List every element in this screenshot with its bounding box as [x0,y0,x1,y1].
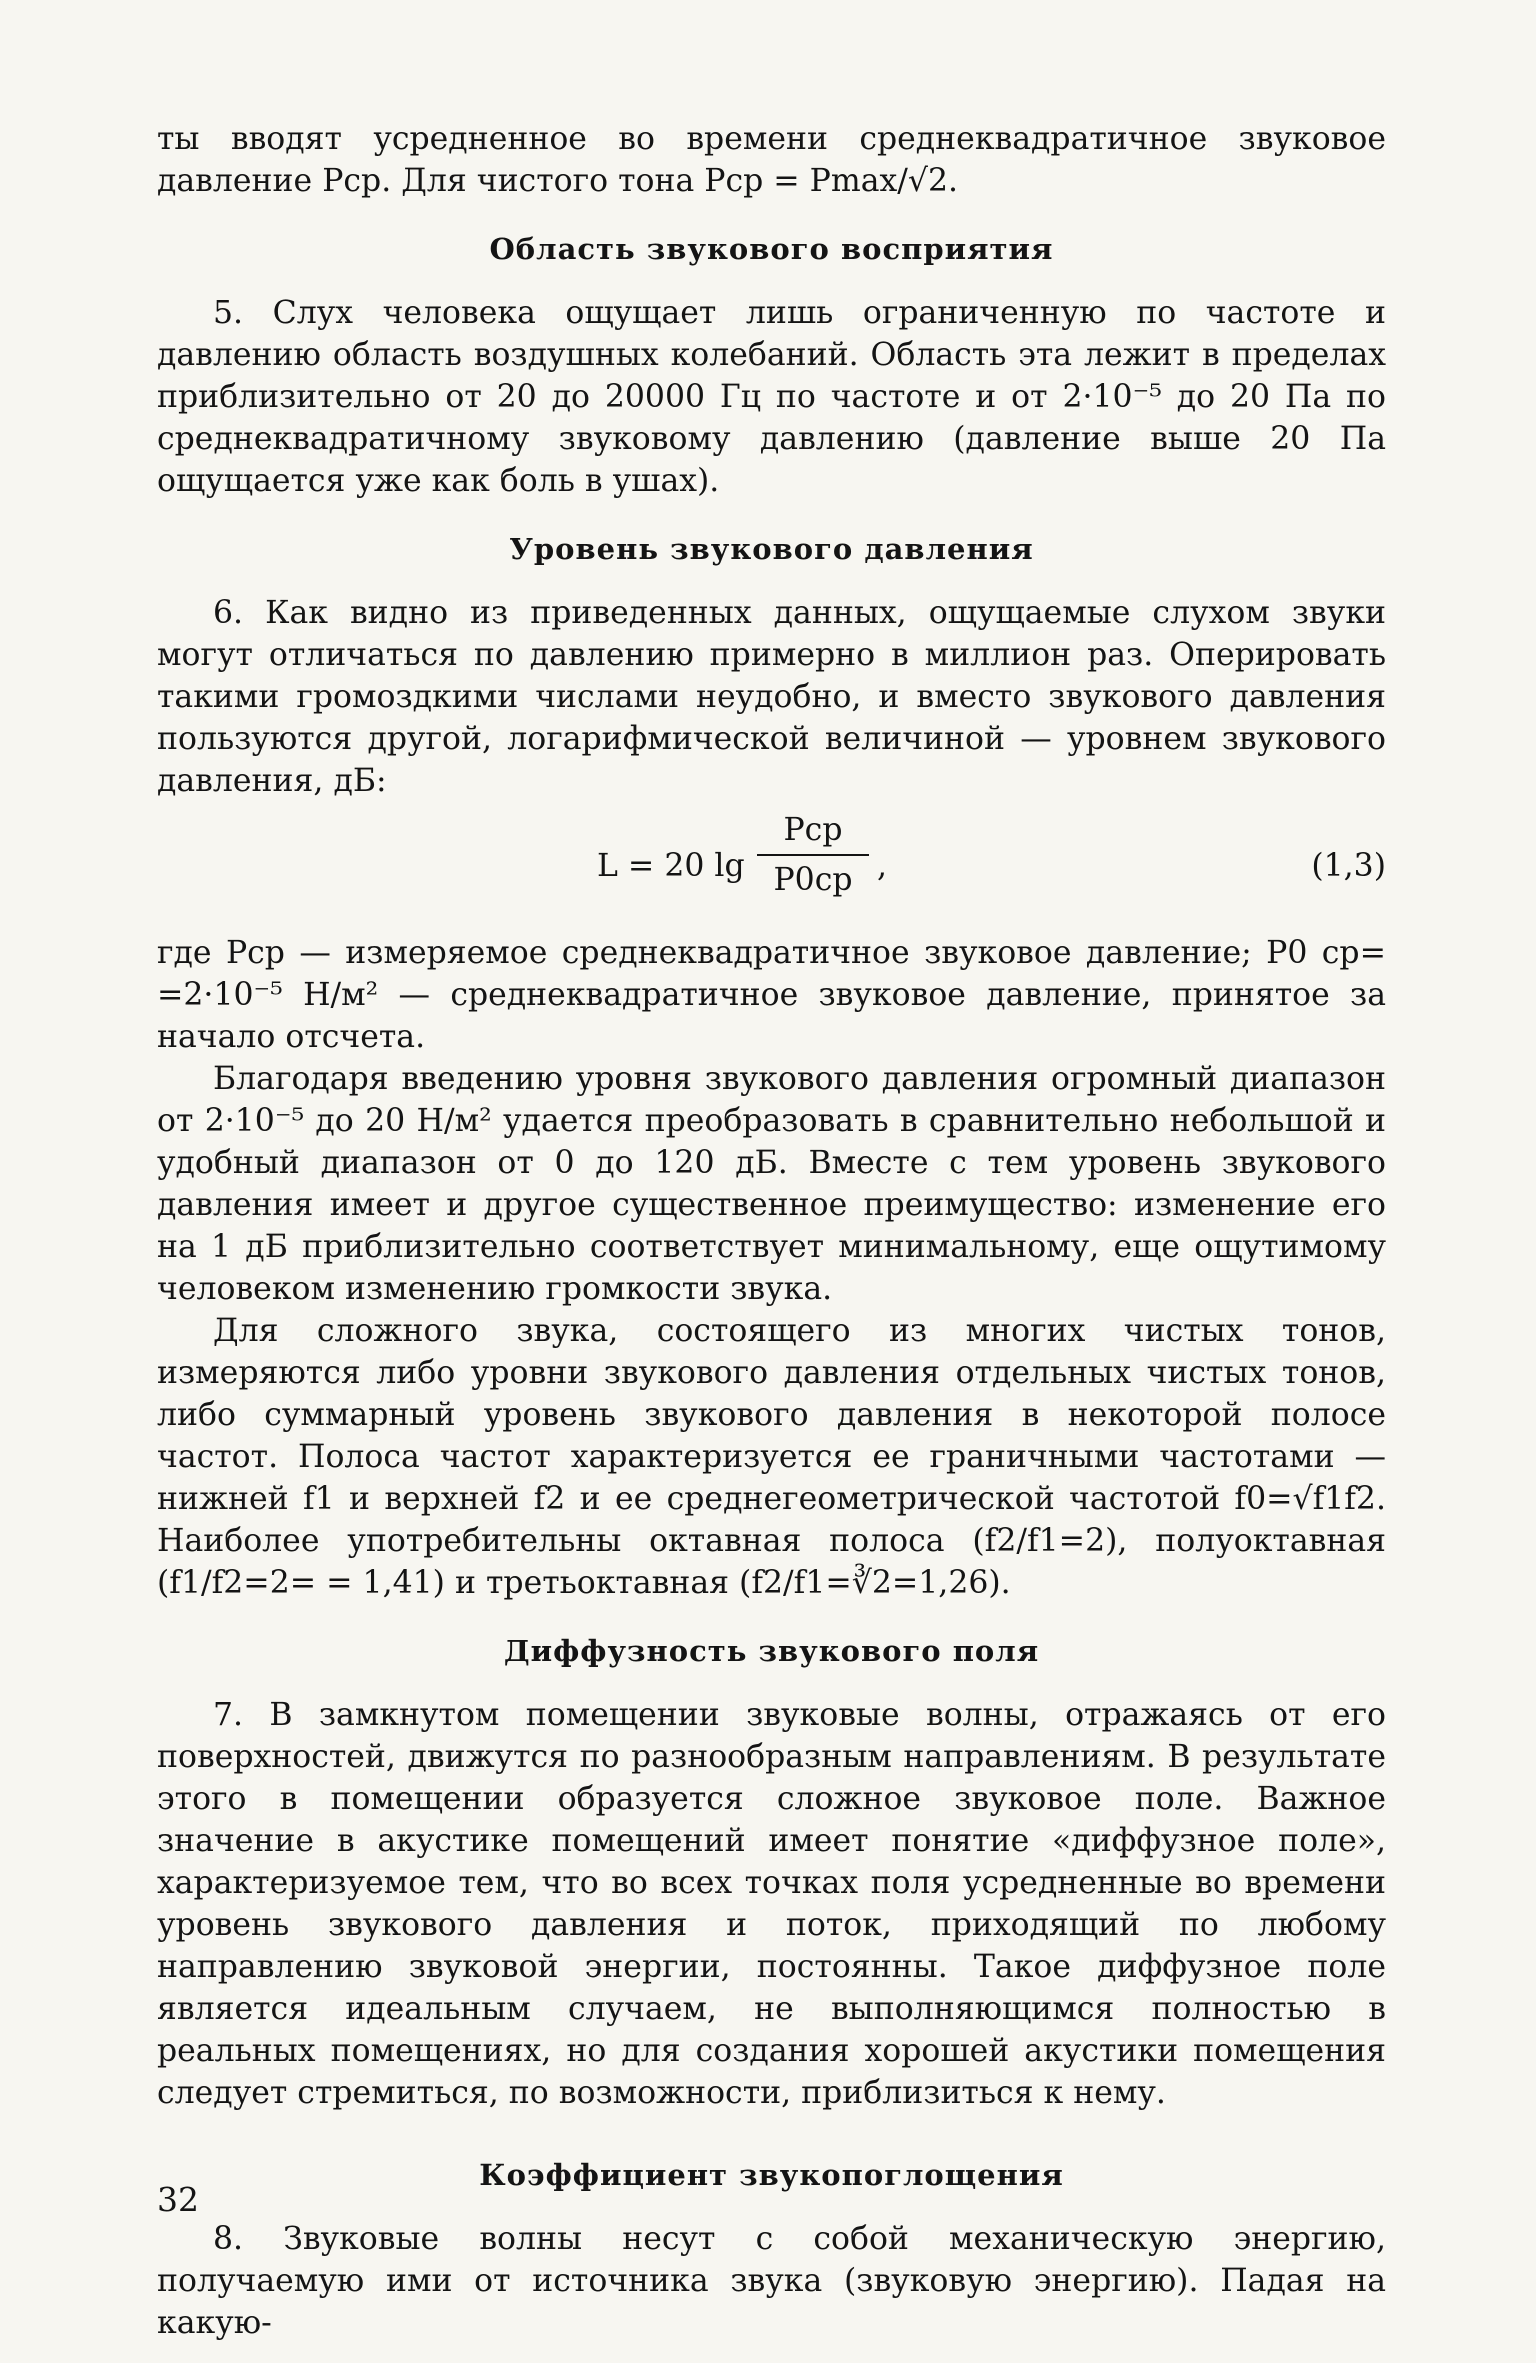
paragraph-intro: ты вводят усредненное во времени среднеквадратичное звуковое давление Pср. Для чистого тона Pср = Pmax/√2. [157,121,1386,199]
formula-denominator: P0ср [773,862,853,898]
formula-numerator: Pср [783,812,843,848]
formula-lhs: L = 20 lg [597,848,745,884]
paragraph-complex-sound: Для сложного звука, состоящего из многих чистых тонов, измеряются либо уровни звукового давления отдельных чистых тонов, либо суммарный уровень звукового давления в некоторой полосе частот. Полоса частот характеризуется ее граничными частотами — нижней f1 и верхней f2 и ее среднегеометрической частотой f0=√f1f2. Наиболее употребительны октавная полоса (f2/f1=2), полуоктавная (f1/f2=2= = 1,41) и третьоктавная (f2/f1=∛2=1,26). [157,1313,1386,1601]
paragraph-where: где Pср — измеряемое среднеквадратичное звуковое давление; P0 ср= =2·10⁻⁵ Н/м² — среднеквадратичное звуковое давление, принятое за начало отсчета. [157,935,1386,1055]
heading-sound-perception-area: Область звукового восприятия [489,232,1054,266]
formula-fraction [757,810,869,900]
paragraph-6: 6. Как видно из приведенных данных, ощущаемые слухом звуки могут отличаться по давлению примерно в миллион раз. Оперировать такими громоздкими числами неудобно, и вместо звукового давления пользуются другой, логарифмической величиной — уровнем звукового давления, дБ: [157,595,1386,799]
page-number: 32 [157,2180,199,2219]
equation-number: (1,3) [1311,848,1386,884]
paragraph-7: 7. В замкнутом помещении звуковые волны, отражаясь от его поверхностей, движутся по разнообразным направлениям. В результате этого в помещении образуется сложное звуковое поле. Важное значение в акустике помещений имеет понятие «диффузное поле», характеризуемое тем, что во всех точках поля усредненные во времени уровень звукового давления и поток, приходящий по любому направлению звуковой энергии, постоянны. Такое диффузное поле является идеальным случаем, не выполняющимся полностью в реальных помещениях, но для создания хорошей акустики помещения следует стремиться, по возможности, приблизиться к нему. [157,1697,1386,2111]
fraction-bar [757,854,869,856]
heading-sound-field-diffusion: Диффузность звукового поля [503,1634,1040,1668]
heading-absorption-coefficient: Коэффициент звукопоглощения [479,2158,1064,2192]
paragraph-level-benefit: Благодаря введению уровня звукового давления огромный диапазон от 2·10⁻⁵ до 20 Н/м² удается преобразовать в сравнительно небольшой и удобный диапазон от 0 до 120 дБ. Вместе с тем уровень звукового давления имеет и другое существенное преимущество: изменение его на 1 дБ приблизительно соответствует минимальному, еще ощутимому человеком изменению громкости звука. [157,1061,1386,1307]
formula-1-3 [157,810,1386,928]
formula-comma: , [877,848,888,884]
paragraph-5: 5. Слух человека ощущает лишь ограниченную по частоте и давлению область воздушных колебаний. Область эта лежит в пределах приблизительно от 20 до 20000 Гц по частоте и от 2·10⁻⁵ до 20 Па по среднеквадратичному звуковому давлению (давление выше 20 Па ощущается уже как боль в ушах). [157,295,1386,499]
paragraph-8: 8. Звуковые волны несут с собой механическую энергию, получаемую ими от источника звука (звуковую энергию). Падая на какую- [157,2221,1386,2341]
heading-sound-pressure-level: Уровень звукового давления [509,532,1034,566]
